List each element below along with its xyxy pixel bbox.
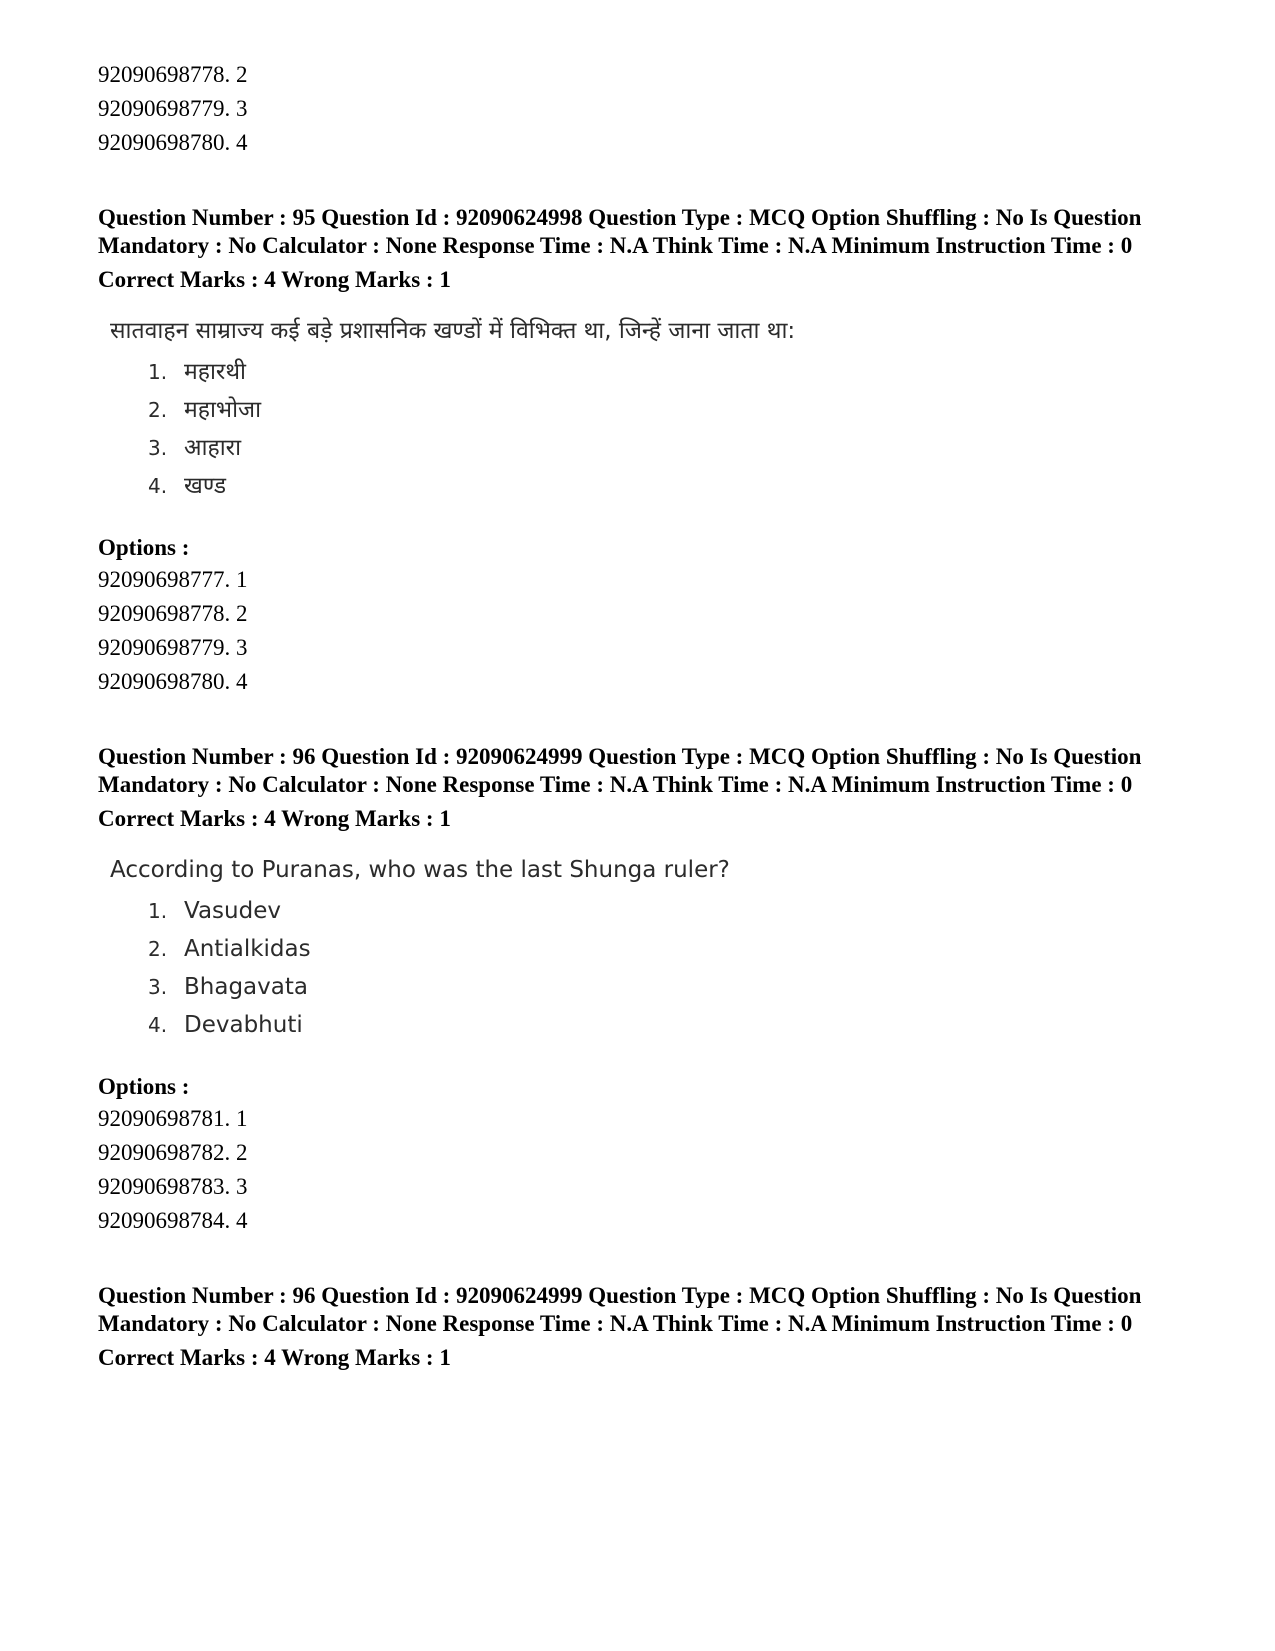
choice-number: 3. bbox=[148, 975, 168, 999]
document-page bbox=[98, 58, 1178, 1373]
option-line: 92090698780. 4 bbox=[98, 669, 248, 694]
option-line: 92090698784. 4 bbox=[98, 1208, 248, 1233]
choice-number: 3. bbox=[148, 436, 168, 460]
answer-choice bbox=[148, 353, 1178, 391]
choice-label: Vasudev bbox=[184, 898, 281, 924]
answer-choice bbox=[148, 930, 1178, 968]
option-line: 92090698781. 1 bbox=[98, 1106, 248, 1131]
question-text: According to Puranas, who was the last Shunga ruler? bbox=[110, 857, 730, 883]
question-body bbox=[98, 315, 1178, 505]
question-block-95 bbox=[98, 204, 1178, 699]
option-line: 92090698783. 3 bbox=[98, 1174, 248, 1199]
option-line: 92090698779. 3 bbox=[98, 635, 248, 660]
choice-label: खण्ड bbox=[184, 473, 227, 499]
option-line: 92090698778. 2 bbox=[98, 62, 248, 87]
question-header: Question Number : 96 Question Id : 92090624999 Question Type : MCQ Option Shuffling : No Is Question Mandatory : No Calculator : None Response Time : N.A Think Time : N.A Minimum Instruction Time : 0 bbox=[98, 1283, 1142, 1336]
answer-choice bbox=[148, 892, 1178, 930]
choice-label: महाभोजा bbox=[184, 397, 262, 423]
question-header: Question Number : 96 Question Id : 92090624999 Question Type : MCQ Option Shuffling : No Is Question Mandatory : No Calculator : None Response Time : N.A Think Time : N.A Minimum Instruction Time : 0 bbox=[98, 744, 1142, 797]
options-heading: Options : bbox=[98, 1074, 190, 1099]
answer-choice bbox=[148, 391, 1178, 429]
question-text: सातवाहन साम्राज्य कई बड़े प्रशासनिक खण्डों में विभिक्त था, जिन्हें जाना जाता था: bbox=[110, 318, 796, 344]
options-list bbox=[98, 563, 1178, 699]
question-marks: Correct Marks : 4 Wrong Marks : 1 bbox=[98, 1345, 451, 1370]
choice-number: 1. bbox=[148, 360, 168, 384]
question-marks: Correct Marks : 4 Wrong Marks : 1 bbox=[98, 267, 451, 292]
question-block-96-repeat bbox=[98, 1282, 1178, 1373]
choice-number: 4. bbox=[148, 1013, 168, 1037]
answer-choice bbox=[148, 968, 1178, 1006]
choice-label: आहारा bbox=[184, 435, 242, 461]
option-line: 92090698779. 3 bbox=[98, 96, 248, 121]
question-header: Question Number : 95 Question Id : 92090624998 Question Type : MCQ Option Shuffling : No Is Question Mandatory : No Calculator : None Response Time : N.A Think Time : N.A Minimum Instruction Time : 0 bbox=[98, 205, 1142, 258]
question-block-96 bbox=[98, 743, 1178, 1238]
answer-choice bbox=[148, 1006, 1178, 1044]
answer-choice bbox=[148, 429, 1178, 467]
answer-choices bbox=[98, 353, 1178, 505]
question-marks: Correct Marks : 4 Wrong Marks : 1 bbox=[98, 806, 451, 831]
question-body bbox=[98, 854, 1178, 1044]
option-line: 92090698780. 4 bbox=[98, 130, 248, 155]
option-line: 92090698777. 1 bbox=[98, 567, 248, 592]
carryover-options-list bbox=[98, 58, 1178, 160]
options-list bbox=[98, 1102, 1178, 1238]
choice-number: 2. bbox=[148, 398, 168, 422]
choice-number: 1. bbox=[148, 899, 168, 923]
options-heading: Options : bbox=[98, 535, 190, 560]
answer-choice bbox=[148, 467, 1178, 505]
choice-label: महारथी bbox=[184, 359, 246, 385]
choice-number: 4. bbox=[148, 474, 168, 498]
option-line: 92090698778. 2 bbox=[98, 601, 248, 626]
choice-number: 2. bbox=[148, 937, 168, 961]
choice-label: Bhagavata bbox=[184, 974, 308, 1000]
choice-label: Antialkidas bbox=[184, 936, 311, 962]
option-line: 92090698782. 2 bbox=[98, 1140, 248, 1165]
choice-label: Devabhuti bbox=[184, 1012, 303, 1038]
answer-choices bbox=[98, 892, 1178, 1044]
